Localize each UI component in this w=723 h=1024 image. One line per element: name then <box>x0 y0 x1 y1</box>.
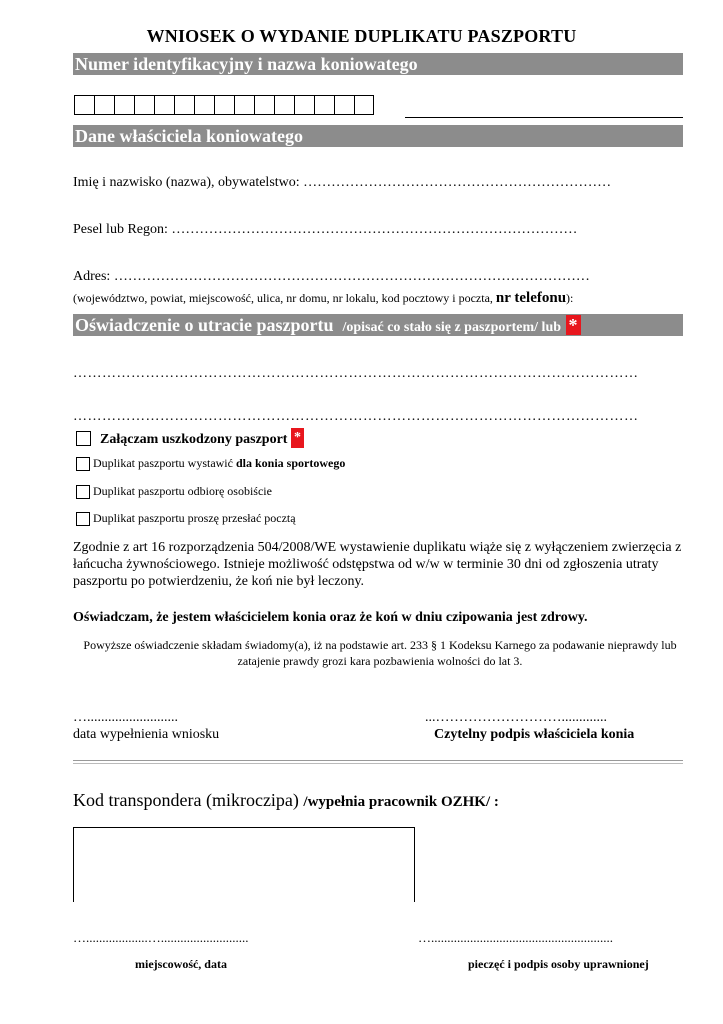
id-box[interactable] <box>314 95 334 115</box>
loss-description-line-1[interactable]: ……………………………………………………………………………………………………… <box>73 366 639 381</box>
id-box[interactable] <box>234 95 254 115</box>
pickup-label: Duplikat paszportu odbiorę osobiście <box>93 484 272 498</box>
id-box[interactable] <box>354 95 374 115</box>
id-box[interactable] <box>154 95 174 115</box>
owner-declaration: Oświadczam, że jestem właścicielem konia oraz że koń w dniu czipowania jest zdrowy. <box>73 610 588 625</box>
section-header-owner: Dane właściciela koniowatego <box>73 125 683 147</box>
transponder-code-box[interactable] <box>73 827 415 902</box>
id-box[interactable] <box>254 95 274 115</box>
id-box[interactable] <box>214 95 234 115</box>
transponder-heading <box>73 790 499 811</box>
section-header-loss <box>73 314 683 336</box>
sport-horse-option[interactable] <box>76 456 345 471</box>
pesel-field[interactable] <box>73 222 577 238</box>
divider-line <box>73 760 683 761</box>
attach-checkbox[interactable] <box>76 431 91 446</box>
transponder-label: Kod transpondera (mikroczipa) <box>73 790 299 810</box>
pickup-option[interactable] <box>76 484 272 499</box>
id-box[interactable] <box>114 95 134 115</box>
id-box[interactable] <box>134 95 154 115</box>
legal-paragraph: Zgodnie z art 16 rozporządzenia 504/2008/WE wystawienie duplikatu wiąże się z wyłączeniem zwierzęcia z łańcucha żywnościowego. Istnieje możliwość odstępstwa od w/w w terminie 30 dni od zgłoszenia utraty paszportu po potwierdzeniu, że koń nie był leczony. <box>73 540 682 589</box>
address-note-text: (województwo, powiat, miejscowość, ulica, nr domu, nr lokalu, kod pocztowy i poczta, <box>73 291 493 305</box>
owner-name-label: Imię i nazwisko (nazwa), obywatelstwo: <box>73 175 300 190</box>
address-label: Adres: <box>73 269 111 284</box>
criminal-warning: Powyższe oświadczenie składam świadomy(a), iż na podstawie art. 233 § 1 Kodeksu Karnego za podawanie nieprawdy lub zatajenie prawdy grozi kara pozbawienia wolności do lat 3. <box>83 638 677 668</box>
divider-line-second <box>73 763 683 764</box>
pesel-dots[interactable]: …………………………………………………………………………… <box>171 222 578 237</box>
mail-checkbox[interactable] <box>76 512 90 526</box>
address-note-end: ): <box>566 291 574 305</box>
transponder-label-bold: /wypełnia pracownik OZHK/ : <box>303 794 499 810</box>
section-header-identification: Numer identyfikacyjny i nazwa koniowatego <box>73 53 683 75</box>
address-note-phone: nr telefonu <box>495 290 567 306</box>
sport-label: Duplikat paszportu wystawić <box>93 456 233 470</box>
place-date-label: miejscowość, data <box>135 957 227 971</box>
attach-damaged-passport-option[interactable] <box>76 428 304 448</box>
stamp-signature-label: pieczęć i podpis osoby uprawnionej <box>468 957 649 971</box>
address-dots[interactable]: ………………………………………………………………………………………… <box>113 269 590 284</box>
sport-label-bold: dla konia sportowego <box>235 456 346 470</box>
address-field[interactable] <box>73 269 590 285</box>
signature-label: Czytelny podpis właściciela konia <box>434 727 635 742</box>
owner-name-dots[interactable]: ………………………………………………………… <box>303 175 612 190</box>
sport-checkbox[interactable] <box>76 457 90 471</box>
id-number-boxes[interactable] <box>74 95 374 117</box>
mail-option[interactable] <box>76 511 296 526</box>
owner-name-field[interactable] <box>73 175 611 191</box>
id-box[interactable] <box>94 95 114 115</box>
id-box[interactable] <box>334 95 354 115</box>
place-date-dots[interactable]: …...................…........................... <box>73 930 249 945</box>
pesel-label: Pesel lub Regon: <box>73 222 168 237</box>
pickup-checkbox[interactable] <box>76 485 90 499</box>
mail-label: Duplikat paszportu proszę przesłać pocztą <box>93 511 296 525</box>
loss-header-text: Oświadczenie o utracie paszportu <box>75 315 334 335</box>
address-note <box>73 290 573 307</box>
attach-label: Załączam uszkodzony paszport <box>100 432 288 447</box>
horse-name-line[interactable] <box>405 117 683 118</box>
loss-description-line-2[interactable]: ……………………………………………………………………………………………………… <box>73 409 639 424</box>
signature-dots[interactable]: ...………………………............. <box>425 710 607 725</box>
attach-asterisk: * <box>291 428 304 448</box>
stamp-signature-dots[interactable]: …........................................................ <box>418 930 613 945</box>
form-title: WNIOSEK O WYDANIE DUPLIKATU PASZPORTU <box>146 26 577 46</box>
loss-header-sub: /opisać co stało się z paszportem/ lub <box>342 320 562 335</box>
id-box[interactable] <box>274 95 294 115</box>
id-box[interactable] <box>194 95 214 115</box>
asterisk-marker: * <box>566 315 581 335</box>
date-dots[interactable]: ….......................... <box>73 710 178 725</box>
id-box[interactable] <box>294 95 314 115</box>
id-box[interactable] <box>74 95 94 115</box>
date-label: data wypełnienia wniosku <box>73 727 220 742</box>
id-box[interactable] <box>174 95 194 115</box>
